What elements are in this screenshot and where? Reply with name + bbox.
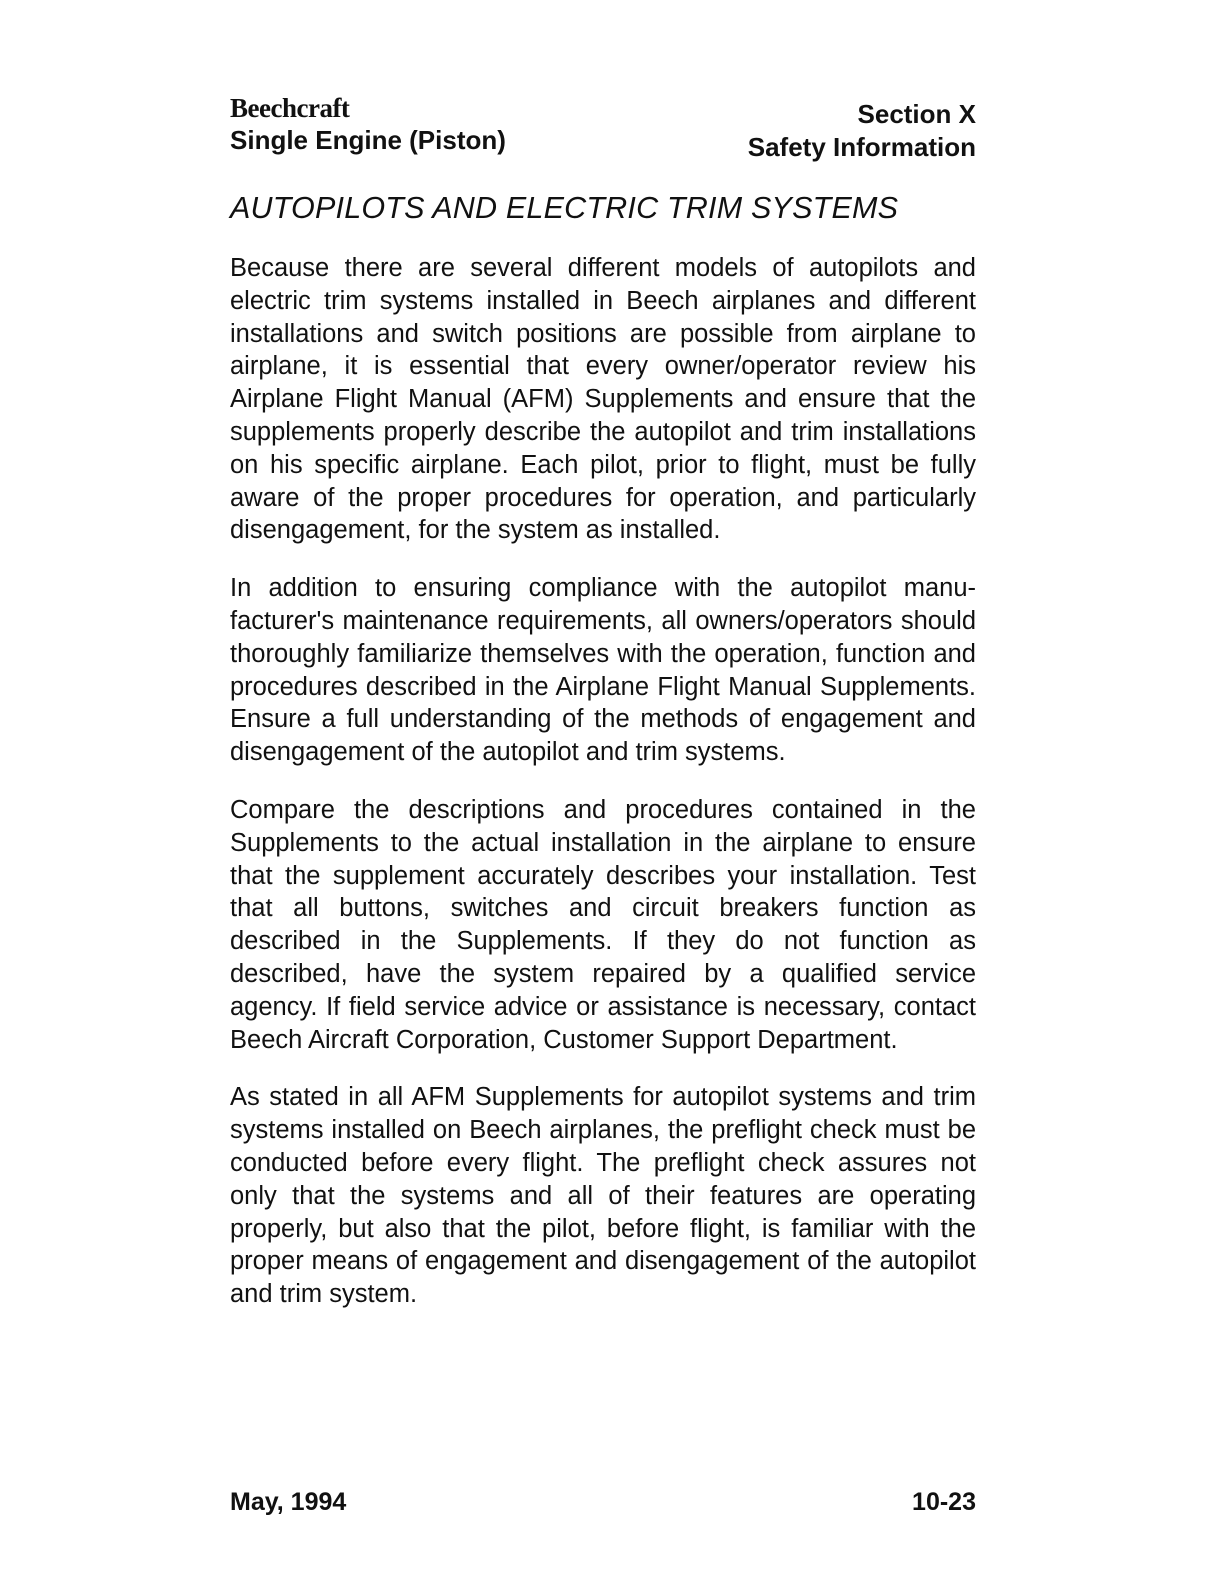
document-page <box>230 92 976 1532</box>
section-title-label: Safety Information <box>747 132 976 162</box>
paragraph-2: In addition to ensuring compliance with the autopilot manufacturer's maintenance requirements, all owners/operators should thoroughly familiarize themselves with the operation, function and procedures described in the Airplane Flight Manual Supplements. Ensure a full understanding of the methods of engagement and disengagement of the autopilot and trim systems. <box>230 574 976 767</box>
header-right <box>748 98 976 164</box>
page-header <box>230 92 976 164</box>
model-label: Single Engine (Piston) <box>230 125 506 155</box>
page-number: 10-23 <box>912 1488 976 1516</box>
page-title: AUTOPILOTS AND ELECTRIC TRIM SYSTEMS <box>230 191 899 225</box>
body-text <box>230 252 976 1336</box>
paragraph-4: As stated in all AFM Supplements for autopilot systems and trim systems installed on Beech airplanes, the preflight check must be conducted before every flight. The preflight check assures not only that the systems and all of their features are operating properly, but also that the pilot, before flight, is familiar with the proper means of engagement and disengagement of the autopilot and trim system. <box>230 1083 976 1309</box>
brand-logo: Beechcraft <box>230 93 350 123</box>
page-footer <box>230 1486 976 1520</box>
footer-date: May, 1994 <box>230 1488 347 1516</box>
paragraph-3: Compare the descriptions and procedures contained in the Supplements to the actual installation in the airplane to ensure that the supplement accurately describes your installation. Test that all buttons, switches and circuit breakers function as described in the Supplements. If they do not function as described, have the system repaired by a qualified service agency. If field service advice or assistance is necessary, contact Beech Aircraft Corporation, Customer Support Department. <box>230 795 976 1054</box>
section-label: Section X <box>857 99 976 129</box>
header-left <box>230 92 506 157</box>
paragraph-1: Because there are several different models of autopilots and electric trim systems installed in Beech airplanes and different installations and switch positions are possible from airplane to airplane, it is essential that every owner/operator review his Airplane Flight Manual (AFM) Supplements and ensure that the supplements properly describe the autopilot and trim installations on his specific airplane. Each pilot, prior to flight, must be fully aware of the proper procedures for operation, and particularly disengagement, for the system as installed. <box>230 254 976 545</box>
